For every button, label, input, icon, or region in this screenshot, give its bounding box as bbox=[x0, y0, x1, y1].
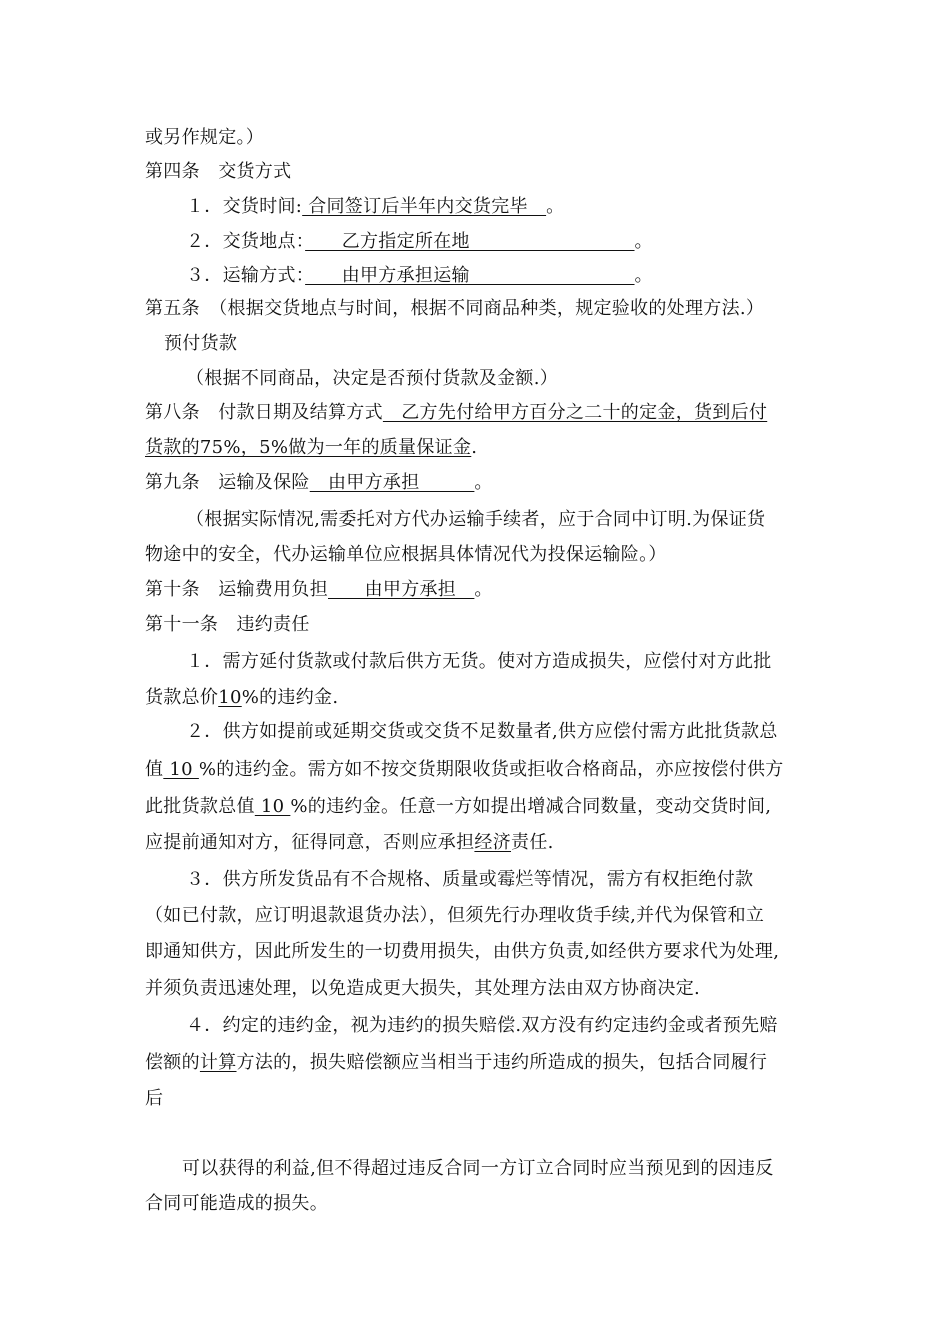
penalty-rate: 10 bbox=[163, 759, 199, 780]
delivery-time-value: 合同签订后半年内交货完毕 bbox=[302, 196, 547, 217]
clause-4-line-1: ４．约定的违约金，视为违约的损失赔偿.双方没有约定违约金或者预先赔 bbox=[186, 1015, 778, 1036]
text: %的违约金。需方如不按交货期限收货或拒收合格商品，亦应按偿付供方 bbox=[198, 759, 784, 780]
article-8-value-cont: 货款的75%，5%做为一年的质量保证金 bbox=[145, 437, 472, 458]
text: 货款总价 bbox=[145, 687, 219, 708]
clause-4-line-2 bbox=[145, 1051, 767, 1075]
article-11-heading: 第十一条 违约责任 bbox=[145, 614, 310, 635]
text: 此批货款总值 bbox=[145, 796, 255, 817]
punct: . bbox=[471, 437, 478, 458]
punct: 。 bbox=[634, 265, 653, 286]
clause-1-line-1: １．需方延付货款或付款后供方无货。使对方造成损失，应偿付对方此批 bbox=[186, 651, 772, 672]
prepayment-heading: 预付货款 bbox=[164, 333, 238, 354]
clause-3-line-1: ３．供方所发货品有不合规格、质量或霉烂等情况，需方有权拒绝付款 bbox=[186, 869, 754, 890]
transport-method-value: 由甲方承担运输 bbox=[305, 265, 635, 286]
clause-2-line-1: ２．供方如提前或延期交货或交货不足数量者,供方应偿付需方此批货款总 bbox=[186, 721, 778, 742]
clause-2-line-3 bbox=[145, 795, 771, 819]
paragraph-line-2: 合同可能造成的损失。 bbox=[145, 1193, 328, 1214]
paragraph-line-1: 可以获得的利益,但不得超过违反合同一方订立合同时应当预见到的因违反 bbox=[182, 1158, 774, 1179]
delivery-place-value: 乙方指定所在地 bbox=[305, 231, 635, 252]
text: %的违约金。任意一方如提出增减合同数量，变动交货时间, bbox=[290, 796, 772, 817]
clause-1-line-2 bbox=[145, 686, 338, 710]
article-8-line-1 bbox=[145, 401, 767, 425]
delivery-place-label: ２．交货地点： bbox=[186, 231, 306, 252]
punct: 。 bbox=[474, 579, 493, 600]
text: %的违约金. bbox=[241, 687, 339, 708]
article-10-value: 由甲方承担 bbox=[328, 579, 475, 600]
clause-3-line-2: （如已付款，应订明退款退货办法），但须先行办理收货手续,并代为保管和立 bbox=[145, 905, 765, 926]
delivery-time-label: １．交货时间: bbox=[186, 196, 303, 217]
penalty-rate: 10 bbox=[254, 796, 291, 817]
text-line: 或另作规定。） bbox=[145, 127, 265, 148]
article-9-label: 第九条 运输及保险 bbox=[145, 472, 310, 493]
article-4-heading: 第四条 交货方式 bbox=[145, 161, 292, 182]
clause-3-line-4: 并须负责迅速处理，以免造成更大损失，其处理方法由双方协商决定. bbox=[145, 978, 701, 999]
article-10-line bbox=[145, 578, 493, 602]
text: 偿额的 bbox=[145, 1052, 200, 1073]
punct: 。 bbox=[634, 231, 653, 252]
punct: 。 bbox=[474, 472, 493, 493]
transport-method-label: ３．运输方式： bbox=[186, 265, 306, 286]
text: 值 bbox=[145, 759, 164, 780]
clause-2-line-2 bbox=[145, 758, 784, 782]
penalty-rate: 10 bbox=[218, 687, 242, 708]
article-8-line-2 bbox=[145, 436, 477, 460]
article-5-heading: 第五条 （根据交货地点与时间，根据不同商品种类，规定验收的处理方法.） bbox=[145, 298, 765, 319]
article-8-label: 第八条 付款日期及结算方式 bbox=[145, 402, 383, 423]
text: 方法的，损失赔偿额应当相当于违约所造成的损失，包括合同履行 bbox=[236, 1052, 768, 1073]
article-10-label: 第十条 运输费用负担 bbox=[145, 579, 328, 600]
clause-2-line-4 bbox=[145, 831, 554, 855]
underlined-term: 计算 bbox=[199, 1052, 237, 1073]
underlined-term: 经济 bbox=[474, 832, 512, 853]
article-8-value: 乙方先付给甲方百分之二十的定金，货到后付 bbox=[382, 402, 768, 423]
delivery-place-line bbox=[186, 230, 653, 254]
prepayment-note: （根据不同商品，决定是否预付货款及金额.） bbox=[186, 368, 559, 389]
text: 应提前通知对方，征得同意，否则应承担 bbox=[145, 832, 475, 853]
article-9-value: 由甲方承担 bbox=[309, 472, 475, 493]
clause-4-line-3: 后 bbox=[145, 1088, 164, 1109]
punct: 。 bbox=[546, 196, 565, 217]
clause-3-line-3: 即通知供方，因此所发生的一切费用损失，由供方负责,如经供方要求代为处理, bbox=[145, 941, 780, 962]
text: 责任. bbox=[511, 832, 554, 853]
article-9-note-line-2: 物途中的安全，代办运输单位应根据具体情况代为投保运输险。） bbox=[145, 544, 667, 565]
article-9-line bbox=[145, 471, 493, 495]
transport-method-line bbox=[186, 264, 653, 288]
delivery-time-line bbox=[186, 195, 564, 219]
article-9-note-line-1: （根据实际情况,需委托对方代办运输手续者，应于合同中订明.为保证货 bbox=[186, 509, 766, 530]
